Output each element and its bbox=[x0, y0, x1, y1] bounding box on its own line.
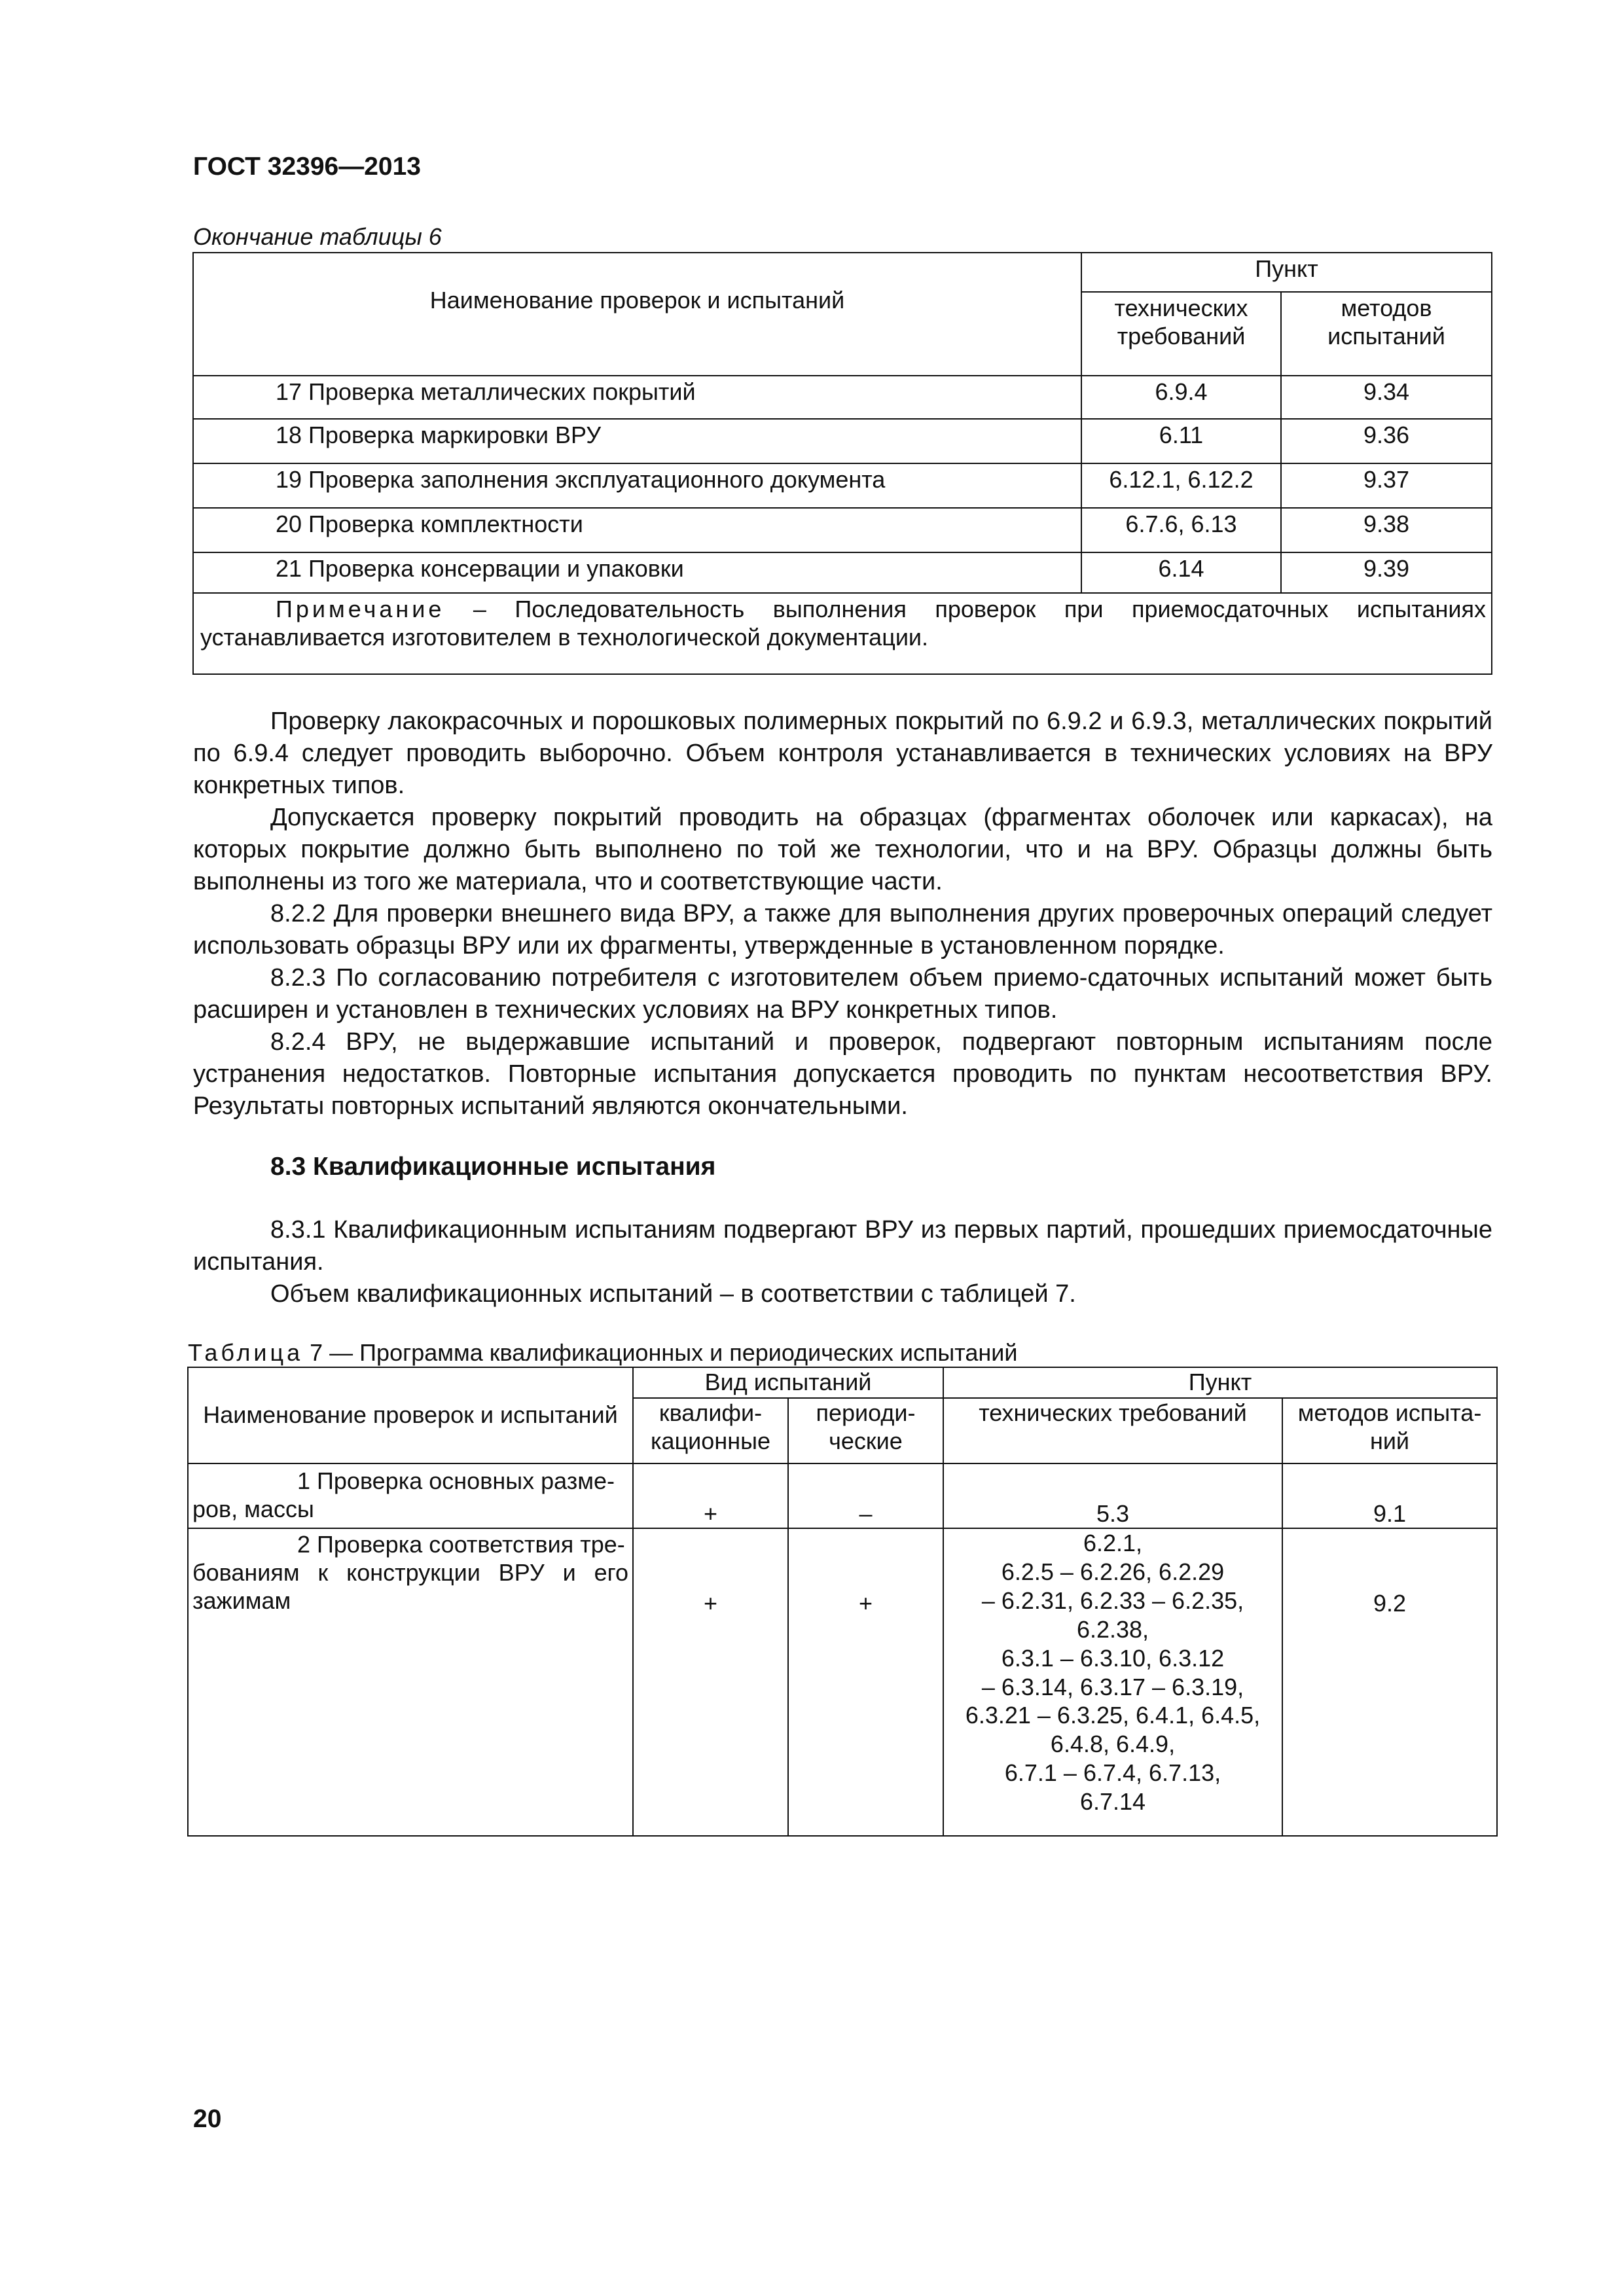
paragraph: 8.3.1 Квалификационным испытаниям подвергают ВРУ из первых партий, прошедших приемосдаточные испытания. bbox=[193, 1216, 1492, 1276]
table-row-methods: 9.2 bbox=[1282, 1528, 1497, 1836]
paragraph: 8.2.2 Для проверки внешнего вида ВРУ, а также для выполнения других проверочных операций следует использовать образцы ВРУ или их фрагменты, утвержденные в установленном порядке. bbox=[193, 900, 1492, 960]
body-text bbox=[193, 706, 1492, 1122]
table-row-tech: 6.11 bbox=[1081, 419, 1281, 463]
t7-header-name: Наименование проверок и испытаний bbox=[188, 1367, 633, 1463]
table-row-tech: 6.14 bbox=[1081, 552, 1281, 593]
table-row-tech: 6.12.1, 6.12.2 bbox=[1081, 463, 1281, 508]
paragraph: 8.2.3 По согласованию потребителя с изготовителем объем приемо-сдаточных испытаний может быть расширен и установлен в технических условиях на ВРУ конкретных типов. bbox=[193, 964, 1492, 1024]
note-label: Примечание bbox=[276, 596, 445, 622]
table-row-name: 17 Проверка металлических покрытий bbox=[193, 376, 1081, 419]
paragraph: Объем квалификационных испытаний – в соответствии с таблицей 7. bbox=[270, 1280, 1076, 1308]
table-6 bbox=[192, 252, 1492, 675]
caption-text: 7 — Программа квалификационных и периодических испытаний bbox=[303, 1339, 1018, 1366]
table-row-methods: 9.36 bbox=[1281, 419, 1492, 463]
t6-header-group: Пункт bbox=[1081, 253, 1492, 292]
page-number: 20 bbox=[193, 2105, 222, 2133]
section-title: 8.3 Квалификационные испытания bbox=[270, 1153, 716, 1181]
t7-header-tech: технических требований bbox=[943, 1398, 1282, 1463]
paragraph: 8.2.4 ВРУ, не выдержавшие испытаний и проверок, подвергают повторным испытаниям после устранения недостатков. Повторные испытания допускается проводить по пунктам несоответствия ВРУ. Результаты повторных испытаний являются окончательными. bbox=[193, 1028, 1492, 1121]
table-row-qual: + bbox=[633, 1463, 788, 1528]
paragraph: Допускается проверку покрытий проводить на образцах (фрагментах оболочек или каркасах), на которых покрытие должно быть выполнено по той же технологии, что и на ВРУ. Образцы должны быть выполнены из того же материала, что и соответствующие части. bbox=[193, 804, 1492, 896]
note-text: – Последовательность выполнения проверок при приемосдаточных испытаниях устанавливается изготовителем в технологической документации. bbox=[200, 596, 1486, 651]
body-text-2 bbox=[193, 1214, 1492, 1310]
table-row-name: 21 Проверка консервации и упаковки bbox=[193, 552, 1081, 593]
table-row-period: + bbox=[788, 1528, 943, 1836]
t7-header-point: Пункт bbox=[943, 1367, 1497, 1398]
t6-header-methods: методов испытаний bbox=[1281, 292, 1492, 376]
table7-caption bbox=[188, 1338, 1018, 1367]
document-code: ГОСТ 32396—2013 bbox=[193, 152, 421, 181]
table-row-methods: 9.34 bbox=[1281, 376, 1492, 419]
table-row-qual: + bbox=[633, 1528, 788, 1836]
table6-caption: Окончание таблицы 6 bbox=[193, 223, 442, 250]
table-row-name: 2 Проверка соответствия тре- бованиям к конструкции ВРУ и его зажимам bbox=[188, 1528, 633, 1836]
table-row-name: 20 Проверка комплектности bbox=[193, 508, 1081, 552]
t7-header-type: Вид испытаний bbox=[633, 1367, 943, 1398]
table6-note bbox=[193, 593, 1492, 674]
paragraph: Проверку лакокрасочных и порошковых полимерных покрытий по 6.9.2 и 6.9.3, металлических покрытий по 6.9.4 следует проводить выборочно. Объем контроля устанавливается в технических условиях на ВРУ конкретных типов. bbox=[193, 708, 1492, 800]
table-row-tech: 6.2.1, 6.2.5 – 6.2.26, 6.2.29 – 6.2.31, 6.2.33 – 6.2.35, 6.2.38, 6.3.1 – 6.3.10, 6.3.12 – 6.3.14, 6.3.17 – 6.3.19, 6.3.21 – 6.3.25, 6.4.1, 6.4.5, 6.4.8, 6.4.9, 6.7.1 – 6.7.4, 6.7.13, 6.7.14 bbox=[943, 1528, 1282, 1836]
t7-header-methods: методов испыта-ний bbox=[1282, 1398, 1497, 1463]
table-row-methods: 9.1 bbox=[1282, 1463, 1497, 1528]
table-row-methods: 9.37 bbox=[1281, 463, 1492, 508]
table-row-name: 18 Проверка маркировки ВРУ bbox=[193, 419, 1081, 463]
table-row-name: 1 Проверка основных разме- ров, массы bbox=[188, 1463, 633, 1528]
t6-header-tech: технических требований bbox=[1081, 292, 1281, 376]
t6-header-name: Наименование проверок и испытаний bbox=[193, 253, 1081, 376]
table-row-tech: 6.7.6, 6.13 bbox=[1081, 508, 1281, 552]
t7-header-qual: квалифи-кационные bbox=[633, 1398, 788, 1463]
table-row-name: 19 Проверка заполнения эксплуатационного документа bbox=[193, 463, 1081, 508]
table-row-period: – bbox=[788, 1463, 943, 1528]
table-row-tech: 5.3 bbox=[943, 1463, 1282, 1528]
table-row-methods: 9.38 bbox=[1281, 508, 1492, 552]
t7-header-period: периоди-ческие bbox=[788, 1398, 943, 1463]
table-7 bbox=[187, 1367, 1498, 1837]
table-row-tech: 6.9.4 bbox=[1081, 376, 1281, 419]
table-row-methods: 9.39 bbox=[1281, 552, 1492, 593]
caption-label: Таблица bbox=[188, 1339, 304, 1366]
